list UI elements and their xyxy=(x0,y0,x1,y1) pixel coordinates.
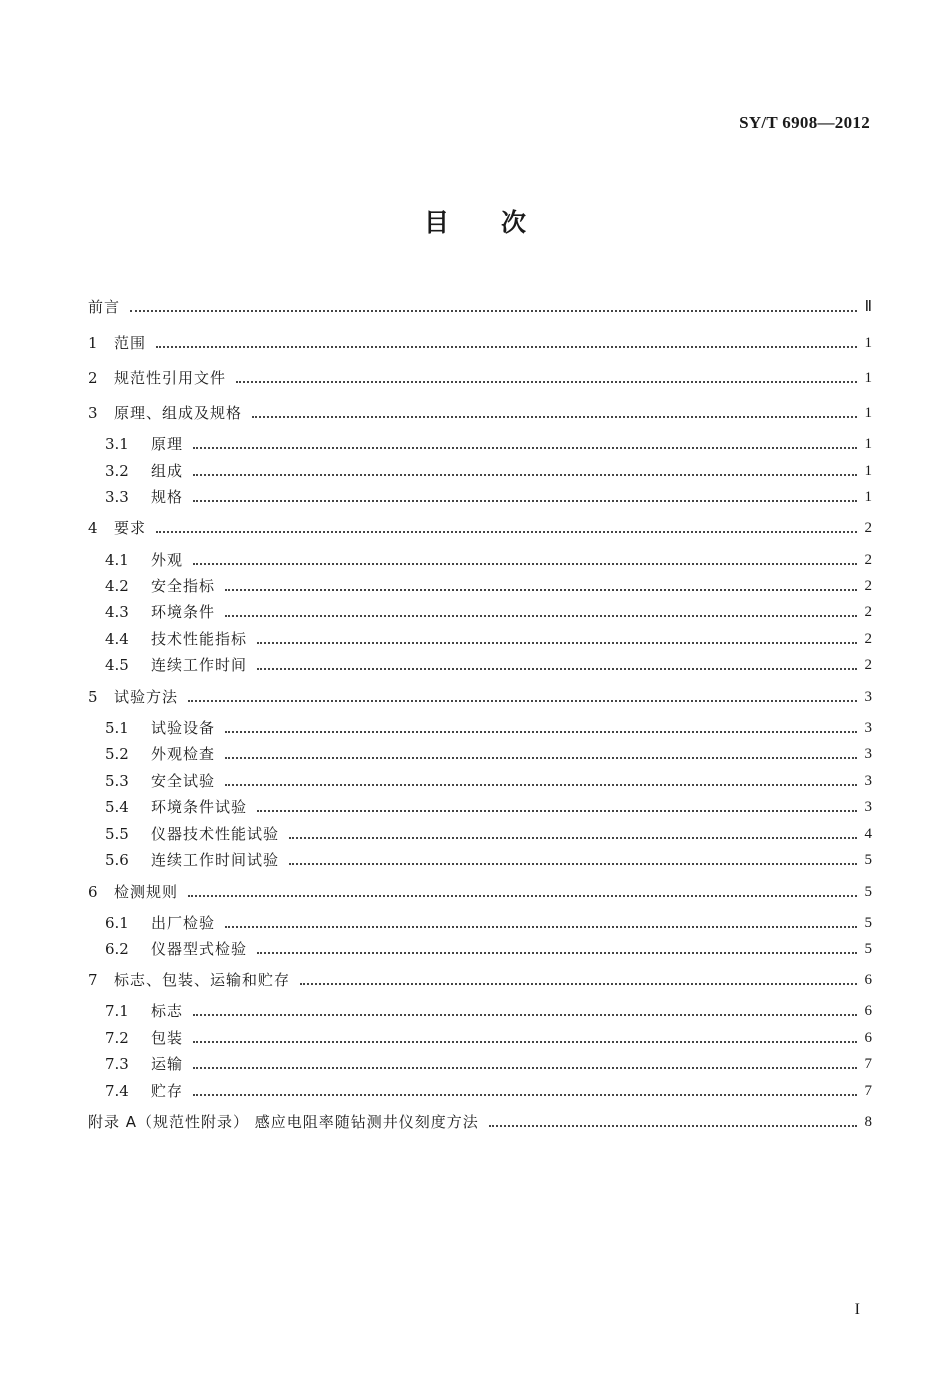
toc-entry-page: 6 xyxy=(864,1030,872,1046)
toc-entry-page: 3 xyxy=(864,689,872,705)
toc-entry-5-1[interactable] xyxy=(105,715,872,739)
toc-entry-title: 规范性引用文件 xyxy=(114,369,227,387)
dot-leader xyxy=(188,699,856,702)
toc-entry-page: 8 xyxy=(864,1114,872,1130)
toc-entry-4-5[interactable] xyxy=(105,652,872,676)
toc-entry-number: 1 xyxy=(88,334,98,352)
toc-entry-title: 包装 xyxy=(151,1029,184,1047)
dot-leader xyxy=(225,783,856,786)
dot-leader xyxy=(236,380,856,383)
toc-entry-number: 6.1 xyxy=(105,914,129,932)
toc-entry-page: 1 xyxy=(864,436,872,452)
toc-entry-page: 2 xyxy=(864,604,872,620)
toc-entry-page: 2 xyxy=(864,578,872,594)
toc-entry-4-2[interactable] xyxy=(105,573,872,597)
dot-leader xyxy=(300,982,856,985)
toc-entry-number: 4.4 xyxy=(105,630,129,648)
dot-leader xyxy=(257,667,856,670)
toc-entry-title: 安全试验 xyxy=(151,772,216,790)
toc-entry-number: 5 xyxy=(88,688,98,706)
toc-entry-4-4[interactable] xyxy=(105,626,872,650)
toc-entry-title: 附录 A（规范性附录） 感应电阻率随钻测井仪刻度方法 xyxy=(88,1113,479,1131)
toc-entry-page: 2 xyxy=(864,552,872,568)
toc-entry-3-3[interactable] xyxy=(105,484,872,508)
standard-code: SY/T 6908—2012 xyxy=(739,113,870,132)
toc-entry-title: 标志、包装、运输和贮存 xyxy=(114,971,291,989)
toc-entry-page: Ⅱ xyxy=(864,299,872,315)
toc-entry-number: 7.4 xyxy=(105,1082,129,1100)
toc-entry-title: 连续工作时间试验 xyxy=(151,851,280,869)
toc-entry-page: 1 xyxy=(864,463,872,479)
toc-entry-4-1[interactable] xyxy=(105,547,872,571)
toc-entry-page: 5 xyxy=(864,884,872,900)
toc-entry-page: 1 xyxy=(864,370,872,386)
toc-entry-title: 原理 xyxy=(151,435,184,453)
toc-entry-number: 5.4 xyxy=(105,798,129,816)
toc-entry-number: 3.3 xyxy=(105,488,129,506)
toc-entry-title: 组成 xyxy=(151,462,184,480)
dot-leader xyxy=(289,862,856,865)
dot-leader xyxy=(489,1124,857,1127)
dot-leader xyxy=(193,446,856,449)
toc-entry-title: 外观 xyxy=(151,551,184,569)
toc-entry-title: 试验方法 xyxy=(114,688,179,706)
toc-entry-6[interactable] xyxy=(88,879,872,903)
toc-entry-number: 5.2 xyxy=(105,745,129,763)
toc-entry-page: 5 xyxy=(864,941,872,957)
toc-entry-7-2[interactable] xyxy=(105,1025,872,1049)
dot-leader xyxy=(225,614,856,617)
toc-entry-number: 7.1 xyxy=(105,1002,129,1020)
dot-leader xyxy=(193,1066,856,1069)
toc-entry-page: 6 xyxy=(864,1003,872,1019)
toc-entry-number: 5.3 xyxy=(105,772,129,790)
toc-entry-page: 6 xyxy=(864,972,872,988)
dot-leader xyxy=(193,1093,856,1096)
toc-entry-5-5[interactable] xyxy=(105,821,872,845)
title-char-1: 目 xyxy=(423,208,449,237)
dot-leader xyxy=(252,415,856,418)
dot-leader xyxy=(193,1040,856,1043)
toc-entry-1[interactable] xyxy=(88,330,872,354)
toc-entry-3-1[interactable] xyxy=(105,431,872,455)
dot-leader xyxy=(225,756,856,759)
toc-entry-2[interactable] xyxy=(88,365,872,389)
toc-entry-number: 2 xyxy=(88,369,98,387)
toc-entry-title: 贮存 xyxy=(151,1082,184,1100)
toc-entry-7-3[interactable] xyxy=(105,1051,872,1075)
toc-entry-title: 试验设备 xyxy=(151,719,216,737)
toc-entry-appendix-a[interactable] xyxy=(88,1109,872,1133)
dot-leader xyxy=(257,951,856,954)
toc-entry-number: 4.1 xyxy=(105,551,129,569)
toc-entry-7-1[interactable] xyxy=(105,998,872,1022)
toc-entry-6-1[interactable] xyxy=(105,910,872,934)
toc-entry-foreword[interactable] xyxy=(88,294,872,318)
dot-leader xyxy=(257,809,856,812)
toc-entry-3-2[interactable] xyxy=(105,458,872,482)
toc-entry-page: 3 xyxy=(864,773,872,789)
toc-entry-number: 5.6 xyxy=(105,851,129,869)
toc-entry-page: 4 xyxy=(864,826,872,842)
dot-leader xyxy=(225,588,856,591)
toc-entry-page: 2 xyxy=(864,631,872,647)
dot-leader xyxy=(188,894,856,897)
toc-entry-7[interactable] xyxy=(88,967,872,991)
toc-entry-6-2[interactable] xyxy=(105,936,872,960)
dot-leader xyxy=(193,473,856,476)
toc-entry-page: 7 xyxy=(864,1056,872,1072)
toc-entry-number: 5.1 xyxy=(105,719,129,737)
toc-entry-number: 6 xyxy=(88,883,98,901)
dot-leader xyxy=(193,562,856,565)
page-number: I xyxy=(854,1301,860,1318)
toc-entry-number: 4 xyxy=(88,519,98,537)
dot-leader xyxy=(257,641,856,644)
toc-entry-page: 2 xyxy=(864,520,872,536)
toc-entry-number: 4.3 xyxy=(105,603,129,621)
toc-entry-5-3[interactable] xyxy=(105,768,872,792)
dot-leader xyxy=(193,1013,856,1016)
toc-entry-title: 外观检查 xyxy=(151,745,216,763)
dot-leader xyxy=(193,499,856,502)
toc-entry-title: 前言 xyxy=(88,298,121,316)
toc-entry-page: 5 xyxy=(864,915,872,931)
toc-entry-5-4[interactable] xyxy=(105,794,872,818)
toc-entry-title: 要求 xyxy=(114,519,147,537)
title-char-2: 次 xyxy=(501,208,527,237)
toc-entry-title: 标志 xyxy=(151,1002,184,1020)
toc-entry-title: 环境条件 xyxy=(151,603,216,621)
toc-entry-4-3[interactable] xyxy=(105,599,872,623)
toc-entry-page: 1 xyxy=(864,405,872,421)
toc-entry-5-2[interactable] xyxy=(105,741,872,765)
toc-entry-title: 出厂检验 xyxy=(151,914,216,932)
toc-entry-number: 3 xyxy=(88,404,98,422)
toc-entry-number: 7 xyxy=(88,971,98,989)
toc-entry-number: 3.2 xyxy=(105,462,129,480)
toc-entry-title: 仪器型式检验 xyxy=(151,940,248,958)
toc-entry-4[interactable] xyxy=(88,515,872,539)
toc-entry-page: 2 xyxy=(864,657,872,673)
dot-leader xyxy=(225,730,856,733)
toc-entry-page: 3 xyxy=(864,799,872,815)
toc-entry-title: 连续工作时间 xyxy=(151,656,248,674)
dot-leader xyxy=(156,345,856,348)
toc-entry-number: 7.2 xyxy=(105,1029,129,1047)
toc-entry-title: 安全指标 xyxy=(151,577,216,595)
toc-entry-5-6[interactable] xyxy=(105,847,872,871)
toc-entry-number: 4.5 xyxy=(105,656,129,674)
page-title xyxy=(0,203,950,239)
toc-entry-5[interactable] xyxy=(88,684,872,708)
toc-entry-number: 7.3 xyxy=(105,1055,129,1073)
toc-entry-title: 技术性能指标 xyxy=(151,630,248,648)
toc-entry-title: 原理、组成及规格 xyxy=(114,404,243,422)
toc-entry-title: 运输 xyxy=(151,1055,184,1073)
toc-entry-page: 1 xyxy=(864,335,872,351)
dot-leader xyxy=(130,309,857,312)
toc-entry-title: 范围 xyxy=(114,334,147,352)
toc-entry-7-4[interactable] xyxy=(105,1078,872,1102)
toc-entry-page: 3 xyxy=(864,720,872,736)
toc-entry-number: 6.2 xyxy=(105,940,129,958)
toc-entry-page: 1 xyxy=(864,489,872,505)
toc-entry-number: 4.2 xyxy=(105,577,129,595)
dot-leader xyxy=(156,530,856,533)
toc-entry-title: 仪器技术性能试验 xyxy=(151,825,280,843)
toc-entry-3[interactable] xyxy=(88,400,872,424)
toc-entry-title: 规格 xyxy=(151,488,184,506)
toc-entry-number: 5.5 xyxy=(105,825,129,843)
dot-leader xyxy=(225,925,856,928)
toc-entry-title: 检测规则 xyxy=(114,883,179,901)
dot-leader xyxy=(289,836,856,839)
toc-entry-title: 环境条件试验 xyxy=(151,798,248,816)
toc-entry-page: 5 xyxy=(864,852,872,868)
toc-entry-page: 7 xyxy=(864,1083,872,1099)
toc-entry-number: 3.1 xyxy=(105,435,129,453)
toc-entry-page: 3 xyxy=(864,746,872,762)
